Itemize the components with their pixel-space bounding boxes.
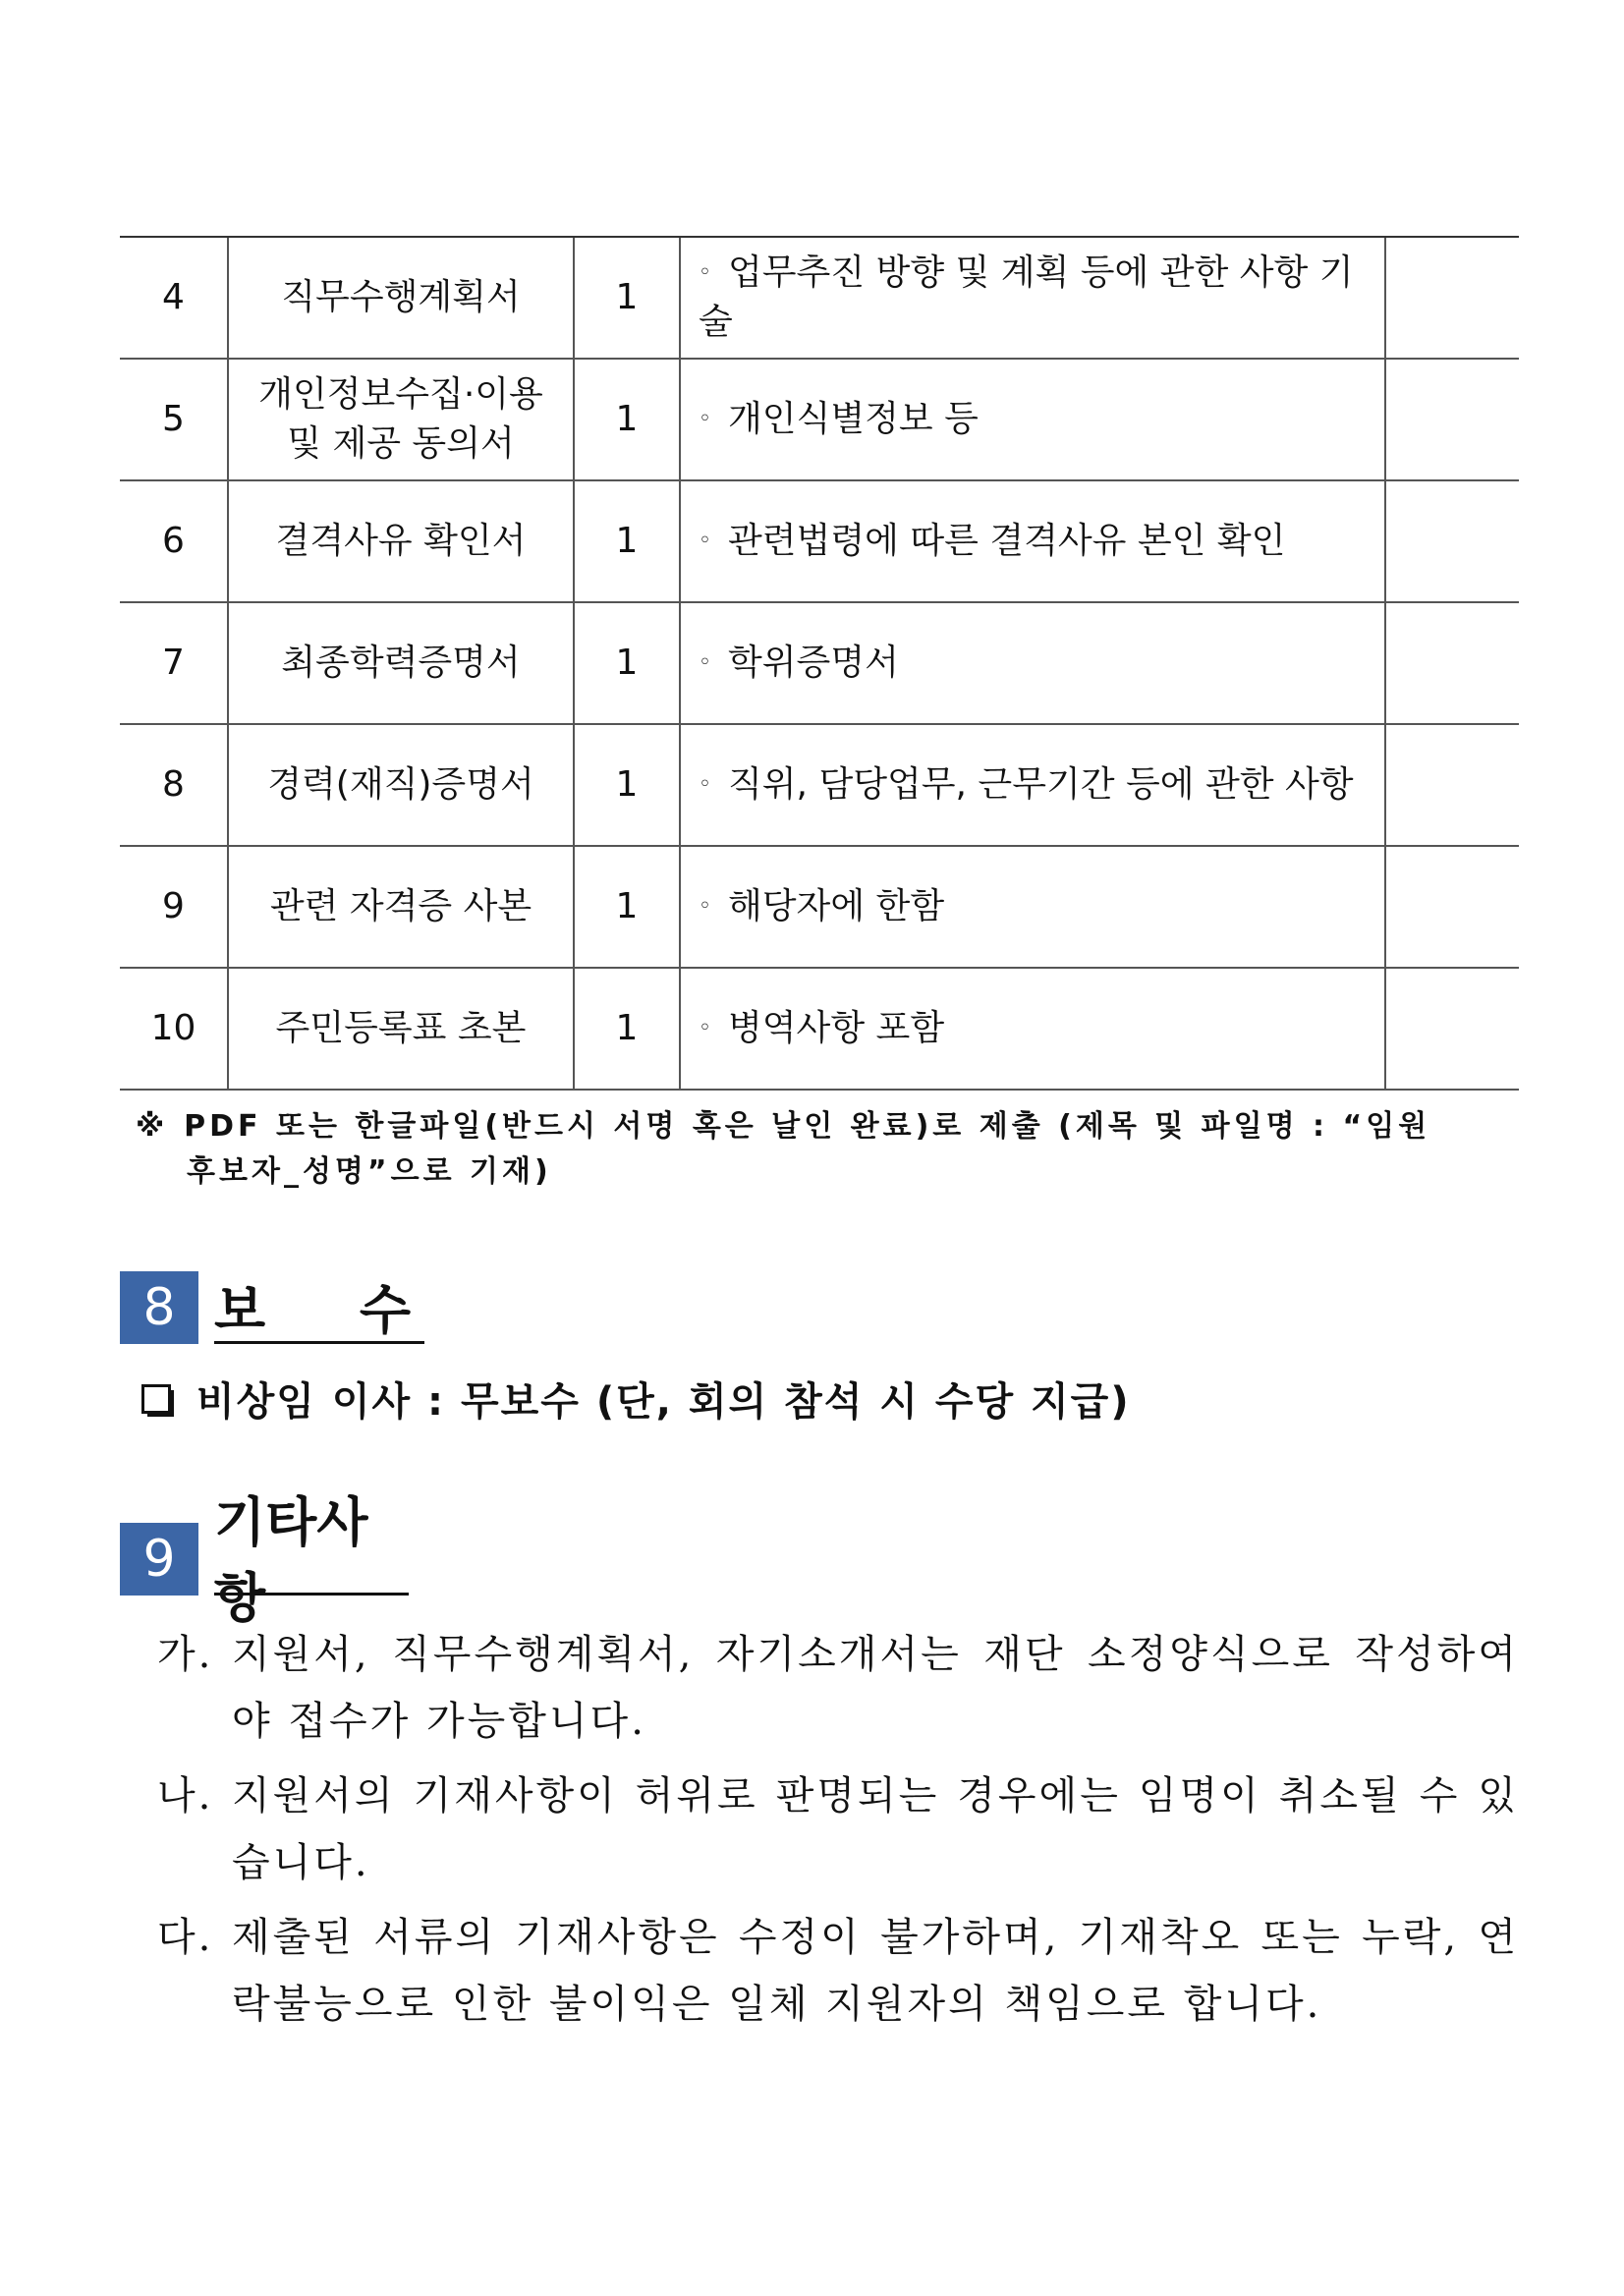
note-line-2: 후보자_성명”으로 기재) bbox=[187, 1154, 552, 1189]
section-9-heading bbox=[120, 1491, 409, 1629]
table-row bbox=[120, 359, 1519, 480]
row-number-cell bbox=[120, 480, 228, 602]
bullet-icon: ◦ bbox=[699, 894, 711, 920]
row-number: 4 bbox=[162, 276, 185, 317]
row-number: 6 bbox=[162, 520, 185, 561]
item-label: 나. bbox=[157, 1773, 214, 1819]
document-name-cell bbox=[228, 968, 574, 1090]
other-matters-list bbox=[157, 1621, 1519, 2045]
row-number: 9 bbox=[162, 885, 185, 926]
row-number: 8 bbox=[162, 763, 185, 805]
table-row bbox=[120, 602, 1519, 724]
document-name: 결격사유 확인서 bbox=[275, 520, 527, 561]
item-text: 지원서의 기재사항이 허위로 판명되는 경우에는 임명이 취소될 수 있습니다. bbox=[232, 1773, 1519, 1885]
compensation-text: 비상임 이사 : 무보수 (단, 회의 참석 시 수당 지급) bbox=[196, 1379, 1131, 1425]
quantity: 1 bbox=[615, 763, 639, 805]
quantity-cell bbox=[574, 480, 680, 602]
row-number: 5 bbox=[162, 398, 185, 439]
remarks-cell bbox=[1385, 237, 1519, 359]
item-label: 가. bbox=[157, 1632, 214, 1677]
document-name-cell bbox=[228, 724, 574, 846]
row-number: 10 bbox=[150, 1007, 196, 1048]
document-name: 개인정보수집·이용 bbox=[258, 373, 543, 415]
compensation-statement bbox=[141, 1371, 1131, 1427]
quantity-cell bbox=[574, 968, 680, 1090]
quantity: 1 bbox=[615, 276, 639, 317]
description-cell bbox=[680, 968, 1385, 1090]
bullet-icon: ◦ bbox=[699, 529, 711, 554]
item-label: 다. bbox=[157, 1915, 214, 1960]
item-text: 제출된 서류의 기재사항은 수정이 불가하며, 기재착오 또는 누락, 연락불능으로 인한 불이익은 일체 지원자의 책임으로 합니다. bbox=[232, 1915, 1519, 2027]
remarks-cell bbox=[1385, 359, 1519, 480]
description: 직위, 담당업무, 근무기간 등에 관한 사항 bbox=[728, 763, 1354, 805]
quantity: 1 bbox=[615, 1007, 639, 1048]
submission-note bbox=[136, 1104, 1519, 1195]
quantity-cell bbox=[574, 846, 680, 968]
document-name: 관련 자격증 사본 bbox=[269, 885, 532, 926]
document-name-line-2: 및 제공 동의서 bbox=[287, 423, 515, 464]
quantity-cell bbox=[574, 359, 680, 480]
list-item bbox=[157, 1904, 1519, 2038]
description-cell bbox=[680, 846, 1385, 968]
section-8-title bbox=[214, 1271, 424, 1344]
row-number-cell bbox=[120, 359, 228, 480]
document-name-cell bbox=[228, 602, 574, 724]
description-cell bbox=[680, 602, 1385, 724]
document-name: 경력(재직)증명서 bbox=[267, 763, 534, 805]
description-cell bbox=[680, 480, 1385, 602]
table-row bbox=[120, 968, 1519, 1090]
document-name-cell bbox=[228, 237, 574, 359]
row-number-cell bbox=[120, 237, 228, 359]
description: 업무추진 방향 및 계획 등에 관한 사항 기술 bbox=[699, 252, 1354, 342]
document-name: 주민등록표 초본 bbox=[275, 1007, 527, 1048]
bullet-icon: ◦ bbox=[699, 772, 711, 798]
description: 관련법령에 따른 결격사유 본인 확인 bbox=[728, 520, 1286, 561]
table-row bbox=[120, 724, 1519, 846]
section-8-title-part-1: 보 bbox=[214, 1279, 266, 1341]
bullet-icon: ◦ bbox=[699, 650, 711, 676]
row-number: 7 bbox=[162, 642, 185, 683]
description: 학위증명서 bbox=[728, 642, 899, 683]
quantity-cell bbox=[574, 602, 680, 724]
quantity: 1 bbox=[615, 885, 639, 926]
description-cell bbox=[680, 237, 1385, 359]
section-8-title-part-2: 수 bbox=[359, 1279, 411, 1341]
description-cell bbox=[680, 359, 1385, 480]
list-item bbox=[157, 1621, 1519, 1755]
table-row bbox=[120, 846, 1519, 968]
section-8-heading bbox=[120, 1271, 424, 1344]
table-row bbox=[120, 237, 1519, 359]
bullet-icon: ◦ bbox=[699, 407, 711, 432]
quantity-cell bbox=[574, 237, 680, 359]
description-cell bbox=[680, 724, 1385, 846]
list-item bbox=[157, 1763, 1519, 1896]
document-name-cell bbox=[228, 359, 574, 480]
row-number-cell bbox=[120, 602, 228, 724]
bullet-icon: ◦ bbox=[699, 260, 711, 286]
document-name: 직무수행계획서 bbox=[281, 276, 521, 317]
remarks-cell bbox=[1385, 968, 1519, 1090]
row-number-cell bbox=[120, 724, 228, 846]
documents-table bbox=[120, 236, 1519, 1091]
section-9-number: 9 bbox=[120, 1523, 198, 1596]
row-number-cell bbox=[120, 968, 228, 1090]
note-line-1: PDF 또는 한글파일(반드시 서명 혹은 날인 완료)로 제출 (제목 및 파일명 : “임원 bbox=[184, 1109, 1431, 1144]
quantity: 1 bbox=[615, 398, 639, 439]
quantity: 1 bbox=[615, 520, 639, 561]
document-name-cell bbox=[228, 480, 574, 602]
document-name-cell bbox=[228, 846, 574, 968]
document-name: 최종학력증명서 bbox=[281, 642, 521, 683]
quantity: 1 bbox=[615, 642, 639, 683]
quantity-cell bbox=[574, 724, 680, 846]
item-text: 지원서, 직무수행계획서, 자기소개서는 재단 소정양식으로 작성하여야 접수가 가능합니다. bbox=[232, 1632, 1519, 1744]
table-row bbox=[120, 480, 1519, 602]
remarks-cell bbox=[1385, 724, 1519, 846]
description: 해당자에 한함 bbox=[728, 885, 945, 926]
description: 개인식별정보 등 bbox=[728, 398, 979, 439]
section-8-number: 8 bbox=[120, 1271, 198, 1344]
remarks-cell bbox=[1385, 480, 1519, 602]
remarks-cell bbox=[1385, 846, 1519, 968]
section-9-title: 기타사항 bbox=[214, 1520, 409, 1596]
remarks-cell bbox=[1385, 602, 1519, 724]
row-number-cell bbox=[120, 846, 228, 968]
bullet-icon: ◦ bbox=[699, 1016, 711, 1041]
description: 병역사항 포함 bbox=[728, 1007, 945, 1048]
reference-mark: ※ bbox=[136, 1109, 169, 1144]
checkbox-bullet-icon bbox=[141, 1384, 171, 1414]
